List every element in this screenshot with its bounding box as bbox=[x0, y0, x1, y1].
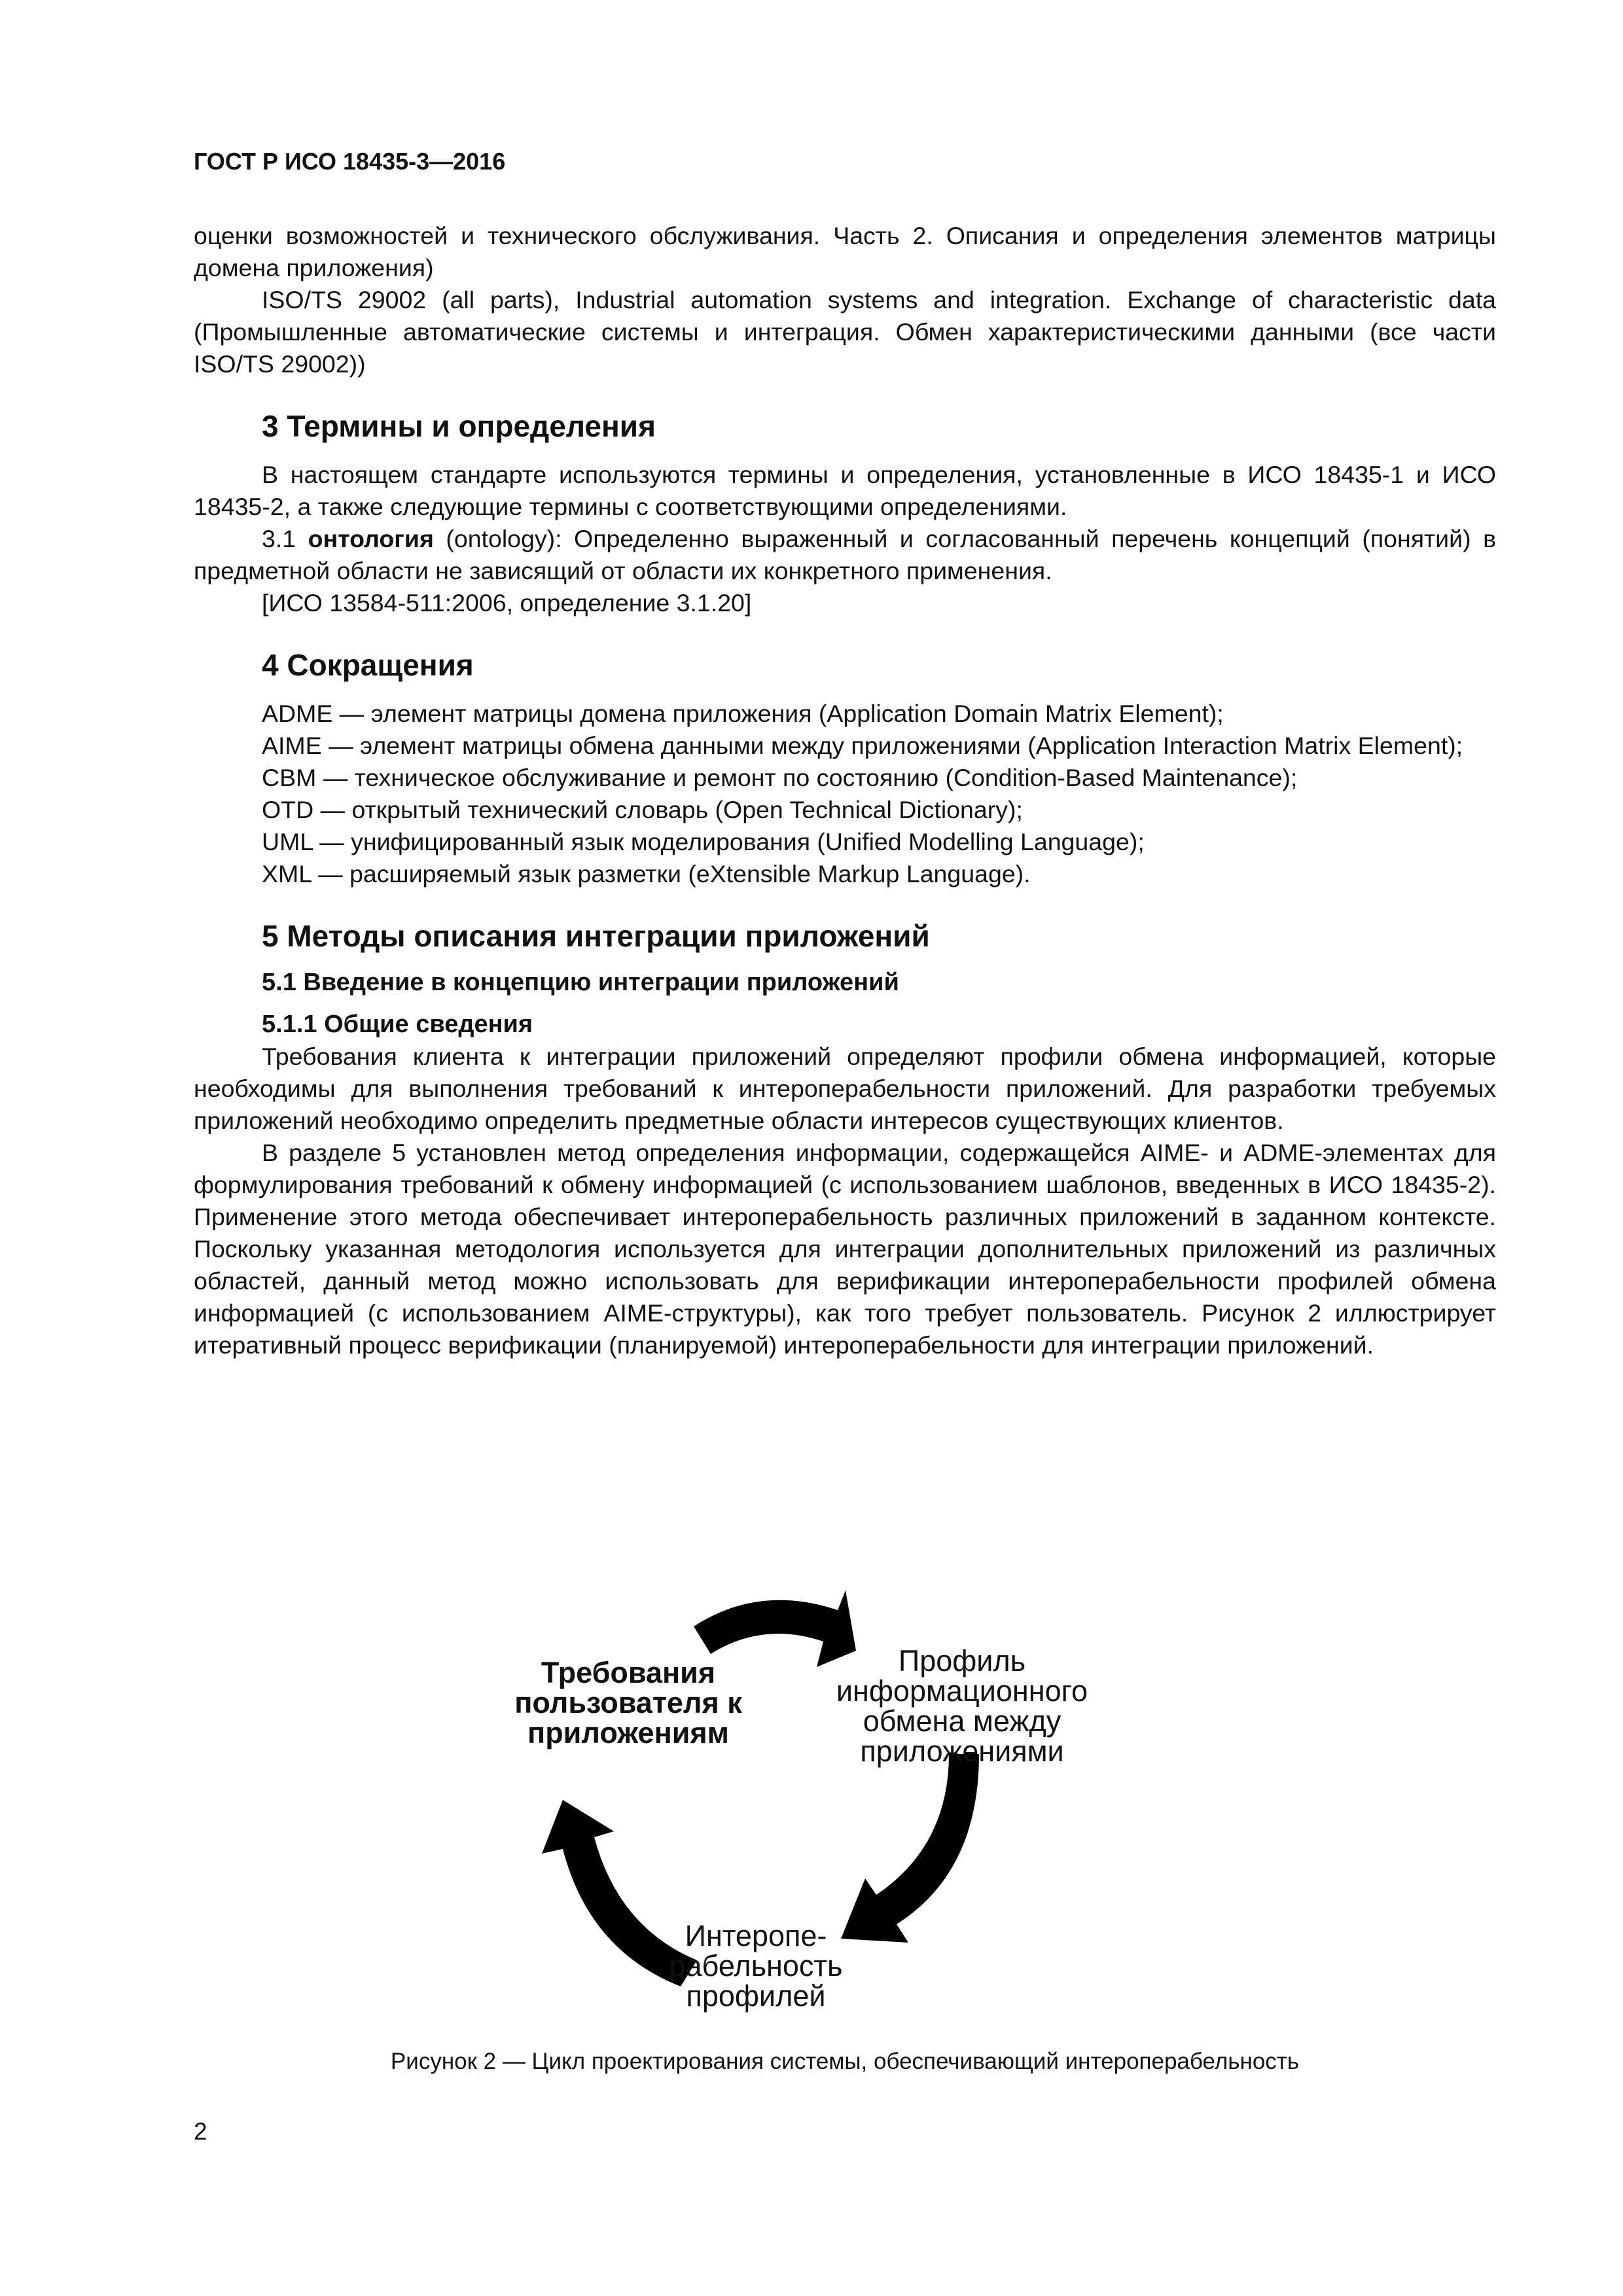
abbreviation-item: ADME — элемент матрицы домена приложения (Application Domain Matrix Element); bbox=[262, 700, 1224, 727]
subsection-5-1-title: 5.1 Введение в концепцию интеграции приложений bbox=[262, 969, 899, 996]
section-3-title: 3 Термины и определения bbox=[262, 409, 656, 443]
document-header: ГОСТ Р ИСО 18435-3—2016 bbox=[194, 148, 506, 175]
term-ontology bbox=[194, 523, 1496, 587]
label-user-requirements: Требования пользователя к приложениям bbox=[514, 1656, 742, 1749]
term-number: 3.1 bbox=[262, 525, 296, 552]
label-interoperability: Интеропе-рабельность профилей bbox=[669, 1919, 843, 2013]
figure-caption: Рисунок 2 — Цикл проектирования системы, обеспечивающий интероперабельность bbox=[390, 2049, 1300, 2074]
section-3-intro: В настоящем стандарте используются термины и определения, установленные в ИСО 18435-1 и ИСО 18435-2, а также следующие термины с соответствующими определениями. bbox=[194, 461, 1496, 520]
arrow-right-icon bbox=[841, 1754, 979, 1943]
continuation-text: оценки возможностей и технического обслуживания. Часть 2. Описания и определения элементов матрицы домена приложения) bbox=[194, 222, 1496, 281]
abbreviation-item: XML — расширяемый язык разметки (eXtensible Markup Language). bbox=[262, 860, 1031, 888]
section-5-title: 5 Методы описания интеграции приложений bbox=[262, 919, 930, 953]
abbreviation-item: AIME — элемент матрицы обмена данными между приложениями (Application Interaction Matrix Element); bbox=[262, 732, 1463, 759]
page-number: 2 bbox=[194, 2118, 207, 2145]
term-name: онтология bbox=[308, 525, 434, 552]
abbreviation-item: UML — унифицированный язык моделирования (Unified Modelling Language); bbox=[262, 828, 1145, 855]
term-source: [ИСО 13584-511:2006, определение 3.1.20] bbox=[262, 589, 752, 617]
label-exchange-profile: Профиль информационного обмена между приложениями bbox=[836, 1644, 1088, 1768]
abbreviation-item: CBM — техническое обслуживание и ремонт по состоянию (Condition-Based Maintenance); bbox=[262, 764, 1298, 791]
subsection-5-1-1-title: 5.1.1 Общие сведения bbox=[262, 1011, 533, 1038]
reference-iso-29002: ISO/TS 29002 (all parts), Industrial automation systems and integration. Exchange of characteristic data (Промышленные автоматические системы и интеграция. Обмен характеристическими данными (все части ISO/TS 29002)) bbox=[194, 286, 1496, 378]
document-body bbox=[194, 220, 1496, 1361]
section-5-paragraph-2: В разделе 5 установлен метод определения информации, содержащейся AIME- и ADME-элементах для формулирования требований к обмену информацией (с использованием шаблонов, введенных в ИСО 18435-2). Применение этого метода обеспечивает интероперабельность различных приложений в заданном контексте. Поскольку указанная методология используется для интеграции дополнительных приложений из различных областей, данный метод можно использовать для верификации интероперабельности профилей обмена информацией (с использованием AIME-структуры), как того требует пользователь. Рисунок 2 иллюстрирует итеративный процесс верификации (планируемой) интероперабельности для интеграции приложений. bbox=[194, 1139, 1496, 1359]
section-5-paragraph-1: Требования клиента к интеграции приложений определяют профили обмена информацией, которые необходимы для выполнения требований к интероперабельности приложений. Для разработки требуемых приложений необходимо определить предметные области интересов существующих клиентов. bbox=[194, 1043, 1496, 1134]
design-cycle-figure bbox=[366, 1558, 1257, 2042]
section-4-title: 4 Сокращения bbox=[262, 648, 474, 682]
abbreviation-item: OTD — открытый технический словарь (Open Technical Dictionary); bbox=[262, 796, 1023, 823]
term-definition: (ontology): Определенно выраженный и согласованный перечень концепций (понятий) в предметной области не зависящий от области их конкретного применения. bbox=[194, 525, 1496, 584]
